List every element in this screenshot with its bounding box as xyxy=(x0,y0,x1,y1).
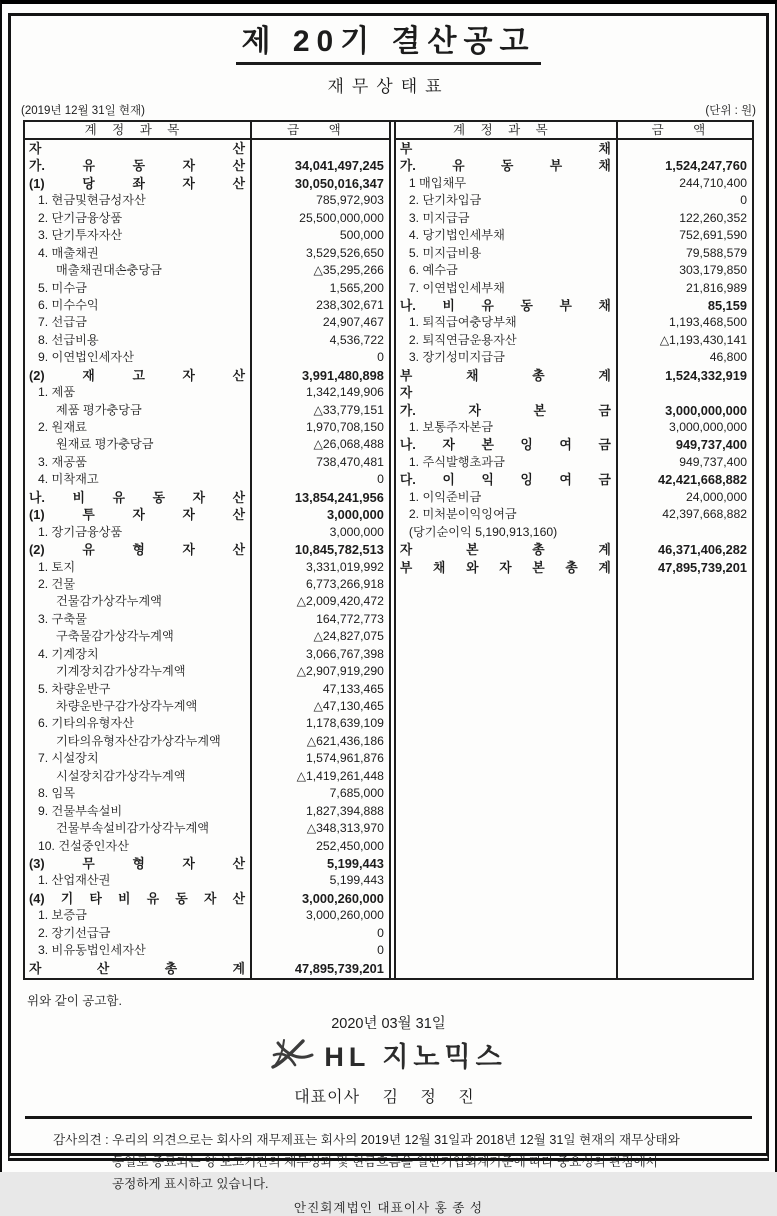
account-cell: 1. 제품 xyxy=(25,384,252,401)
account-cell: 건물감가상각누계액 xyxy=(25,593,252,610)
account-cell: 7. 시설장치 xyxy=(25,750,252,767)
table-row xyxy=(396,349,752,366)
amount-cell: 752,691,590 xyxy=(679,228,747,243)
assets-column xyxy=(25,122,391,978)
account-cell: 자 xyxy=(396,384,618,401)
table-row xyxy=(25,576,389,593)
account-cell: 6. 미수수익 xyxy=(25,297,252,314)
table-row xyxy=(396,367,752,384)
amount-cell: 3,000,000,000 xyxy=(665,402,747,418)
table-row xyxy=(396,471,752,488)
table-row xyxy=(396,506,752,523)
account-cell: 5. 미수금 xyxy=(25,280,252,297)
amount-cell: △348,313,970 xyxy=(306,821,384,836)
amount-cell: 13,854,241,956 xyxy=(294,489,384,505)
table-row xyxy=(25,245,389,262)
amount-cell: △621,436,186 xyxy=(306,733,384,748)
table-row xyxy=(396,157,752,174)
account-cell: 2. 미처분이익잉여금 xyxy=(396,506,618,523)
table-row xyxy=(25,750,389,767)
amount-cell: 3,000,000,000 xyxy=(669,420,747,434)
table-row xyxy=(396,210,752,227)
account-cell: 4. 미착재고 xyxy=(25,471,252,488)
table-row xyxy=(25,175,389,192)
account-cell: (3) 무 형 자 산 xyxy=(25,855,252,872)
table-row xyxy=(25,506,389,523)
table-row xyxy=(25,454,389,471)
auditor-signature: 안진회계법인 대표이사 홍 종 성 xyxy=(293,1200,484,1215)
table-row xyxy=(25,436,389,453)
amount-cell: 1,524,332,919 xyxy=(665,367,747,383)
account-cell: 1. 퇴직급여충당부채 xyxy=(396,314,618,331)
amount-cell: 25,500,000,000 xyxy=(299,210,384,225)
account-cell: 부 채 xyxy=(396,140,618,157)
amount-cell: 5,199,443 xyxy=(329,873,384,888)
account-cell: 가. 자 본 금 xyxy=(396,402,618,419)
audit-opinion xyxy=(53,1130,746,1196)
table-row xyxy=(25,646,389,663)
account-cell: 가. 유 동 부 채 xyxy=(396,157,618,174)
account-cell: 7. 이연법인세부채 xyxy=(396,280,618,297)
table-row xyxy=(25,524,389,541)
table-row xyxy=(396,454,752,471)
account-cell: 1. 토지 xyxy=(25,559,252,576)
amount-cell: 785,972,903 xyxy=(316,193,384,208)
table-row xyxy=(396,245,752,262)
table-row xyxy=(25,785,389,802)
amount-cell: 24,907,467 xyxy=(322,315,384,330)
amount-cell: 0 xyxy=(377,472,384,487)
amount-cell: 3,000,260,000 xyxy=(302,890,384,906)
page-title: 제 20기 결산공고 xyxy=(236,25,542,65)
amount-cell: 3,066,767,398 xyxy=(305,646,384,661)
amount-cell: 244,710,400 xyxy=(679,175,747,190)
as-of-date: (2019년 12월 31일 현재) xyxy=(21,105,145,117)
account-cell: 구축물감가상각누계액 xyxy=(25,628,252,645)
account-header: 계 정 과 목 xyxy=(396,122,618,138)
amount-cell: 21,816,989 xyxy=(686,280,747,295)
amount-cell: 47,133,465 xyxy=(322,681,384,696)
table-row xyxy=(396,559,752,576)
ceo-line xyxy=(11,1084,766,1107)
amount-cell xyxy=(618,524,752,541)
amount-cell: 3,000,260,000 xyxy=(305,908,384,923)
table-row xyxy=(396,262,752,279)
account-cell: 자 산 총 계 xyxy=(25,960,252,977)
account-cell: 4. 매출채권 xyxy=(25,245,252,262)
account-cell: 1. 산업재산권 xyxy=(25,872,252,889)
account-cell: 자 산 xyxy=(25,140,252,157)
amount-cell xyxy=(618,384,752,401)
table-row xyxy=(25,628,389,645)
table-row xyxy=(25,942,389,959)
account-cell: 3. 미지급금 xyxy=(396,210,618,227)
table-row xyxy=(25,140,389,157)
table-row xyxy=(25,803,389,820)
account-cell: (2) 유 형 자 산 xyxy=(25,541,252,558)
account-cell: (1) 투 자 자 산 xyxy=(25,506,252,523)
amount-cell: △2,907,919,290 xyxy=(296,664,384,679)
account-cell: 제품 평가충당금 xyxy=(25,402,252,419)
account-cell: 10. 건설중인자산 xyxy=(25,838,252,855)
liabilities-header-row xyxy=(396,122,752,140)
account-cell: 5. 미지급비용 xyxy=(396,245,618,262)
table-row xyxy=(25,541,389,558)
account-cell: (1) 당 좌 자 산 xyxy=(25,175,252,192)
amount-cell: △35,295,266 xyxy=(313,263,384,278)
account-cell: 2. 원재료 xyxy=(25,419,252,436)
amount-cell: 3,000,000 xyxy=(329,524,384,539)
account-cell: 5. 차량운반구 xyxy=(25,681,252,698)
amount-cell: 0 xyxy=(377,943,384,958)
account-cell: 2. 건물 xyxy=(25,576,252,593)
amount-cell: 1,565,200 xyxy=(329,280,384,295)
table-row xyxy=(396,280,752,297)
account-cell: 4. 당기법인세부채 xyxy=(396,227,618,244)
account-cell: 3. 장기성미지급금 xyxy=(396,349,618,366)
account-cell: 3. 재공품 xyxy=(25,454,252,471)
amount-cell: 1,193,468,500 xyxy=(669,315,747,330)
account-cell: 1. 현금및현금성자산 xyxy=(25,192,252,209)
account-cell: 2. 퇴직연금운용자산 xyxy=(396,332,618,349)
audit-line: 감사의견 : 우리의 의견으로는 회사의 재무제표는 회사의 2019년 12월 31일과 2018년 12월 31일 현재의 재무상태와 xyxy=(53,1133,680,1147)
table-row xyxy=(25,907,389,924)
account-cell: 8. 임목 xyxy=(25,785,252,802)
table-row xyxy=(396,436,752,453)
amount-cell: △2,009,420,472 xyxy=(296,594,384,609)
amount-cell xyxy=(252,140,389,157)
amount-cell: 3,331,019,992 xyxy=(305,559,384,574)
amount-cell: 1,524,247,760 xyxy=(665,158,747,174)
table-row xyxy=(396,297,752,314)
table-row xyxy=(25,838,389,855)
table-row xyxy=(25,402,389,419)
amount-cell: 0 xyxy=(377,350,384,365)
amount-cell: 30,050,016,347 xyxy=(294,175,384,191)
account-cell: 나. 자 본 잉 여 금 xyxy=(396,436,618,453)
account-cell: 기타의유형자산감가상각누계액 xyxy=(25,733,252,750)
amount-cell: 0 xyxy=(377,925,384,940)
table-row xyxy=(25,890,389,907)
account-cell: 원재료 평가충당금 xyxy=(25,436,252,453)
amount-cell: 85,159 xyxy=(707,297,747,313)
amount-cell: 6,773,266,918 xyxy=(305,576,384,591)
audit-line: 공정하게 표시하고 있습니다. xyxy=(112,1176,269,1191)
table-row xyxy=(25,471,389,488)
amount-cell: △26,068,488 xyxy=(313,437,384,452)
announcement-note: 위와 같이 공고함. xyxy=(27,994,122,1008)
amount-cell: 122,260,352 xyxy=(679,210,747,225)
account-cell: 6. 예수금 xyxy=(396,262,618,279)
amount-cell: 1,574,961,876 xyxy=(305,751,384,766)
amount-cell: 1,827,394,888 xyxy=(305,803,384,818)
amount-cell: 303,179,850 xyxy=(679,263,747,278)
account-cell: (2) 재 고 자 산 xyxy=(25,367,252,384)
table-row xyxy=(396,175,752,192)
amount-cell: △47,130,465 xyxy=(313,699,384,713)
table-row xyxy=(25,332,389,349)
table-row xyxy=(396,489,752,506)
account-cell: 시설장치감가상각누계액 xyxy=(25,768,252,785)
amount-cell: 42,397,668,882 xyxy=(662,507,747,522)
account-cell: 기계장치감가상각누계액 xyxy=(25,663,252,680)
ceo-title-label: 대표이사 xyxy=(294,1089,361,1106)
liabilities-equity-column xyxy=(394,122,752,978)
amount-cell: 34,041,497,245 xyxy=(294,158,384,174)
account-cell: 나. 비 유 동 자 산 xyxy=(25,489,252,506)
table-row xyxy=(396,384,752,401)
amount-header: 금 액 xyxy=(651,123,719,137)
table-row xyxy=(25,698,389,715)
table-row xyxy=(25,314,389,331)
account-cell: 가. 유 동 자 산 xyxy=(25,157,252,174)
table-row xyxy=(396,541,752,558)
amount-cell: 10,845,782,513 xyxy=(294,542,384,558)
account-cell: 건물부속설비감가상각누계액 xyxy=(25,820,252,837)
table-row xyxy=(25,367,389,384)
amount-cell: 47,895,739,201 xyxy=(658,559,747,575)
column-filler xyxy=(396,576,752,978)
account-cell: 부 채 와 자 본 총 계 xyxy=(396,559,618,576)
table-row xyxy=(25,192,389,209)
amount-cell: 500,000 xyxy=(339,228,384,243)
amount-cell: 47,895,739,201 xyxy=(294,960,384,976)
account-cell: 7. 선급금 xyxy=(25,314,252,331)
announcement-date: 2020년 03월 31일 xyxy=(331,1016,446,1032)
account-cell: 나. 비 유 동 부 채 xyxy=(396,297,618,314)
account-cell: 차량운반구감가상각누계액 xyxy=(25,698,252,715)
amount-cell: △24,827,075 xyxy=(313,629,384,644)
amount-cell: 738,470,481 xyxy=(316,454,384,469)
amount-cell: 238,302,671 xyxy=(316,297,384,312)
table-row xyxy=(396,332,752,349)
table-row xyxy=(25,297,389,314)
amount-cell: 5,199,443 xyxy=(326,855,384,871)
amount-cell: 79,588,579 xyxy=(686,245,747,260)
table-row xyxy=(25,280,389,297)
table-row xyxy=(25,210,389,227)
amount-cell: 1,970,708,150 xyxy=(305,420,384,434)
account-cell: 6. 기타의유형자산 xyxy=(25,715,252,732)
table-row xyxy=(25,960,389,977)
amount-cell: 0 xyxy=(740,193,747,208)
table-row xyxy=(396,140,752,157)
account-cell: 2. 단기금융상품 xyxy=(25,210,252,227)
company-logo-icon xyxy=(270,1038,314,1072)
table-row xyxy=(25,820,389,837)
audit-line: 동일로 종료되는 양 보고기간의 재무성과 및 현금흐름을 일반기업회계기준에 따라 중요성의 관점에서 xyxy=(112,1154,658,1169)
amount-cell: 4,536,722 xyxy=(329,332,384,347)
table-row xyxy=(25,768,389,785)
column-filler xyxy=(25,977,389,978)
account-cell: 4. 기계장치 xyxy=(25,646,252,663)
amount-cell: △33,779,151 xyxy=(313,402,384,417)
table-row xyxy=(396,314,752,331)
table-row xyxy=(25,419,389,436)
table-row xyxy=(25,559,389,576)
account-cell: 9. 이연법인세자산 xyxy=(25,349,252,366)
table-row xyxy=(396,524,752,541)
table-row xyxy=(25,262,389,279)
company-logo xyxy=(11,1035,766,1074)
amount-cell xyxy=(618,140,752,157)
assets-header-row xyxy=(25,122,389,140)
account-cell: 1. 장기금융상품 xyxy=(25,524,252,541)
table-row xyxy=(25,611,389,628)
account-cell: 9. 건물부속설비 xyxy=(25,803,252,820)
account-cell: 1. 이익준비금 xyxy=(396,489,618,506)
account-cell: 3. 비유동법인세자산 xyxy=(25,942,252,959)
amount-cell: 3,000,000 xyxy=(326,507,384,523)
account-cell: 1. 보증금 xyxy=(25,907,252,924)
footer-divider xyxy=(25,1116,752,1119)
amount-cell: 1,342,149,906 xyxy=(305,385,384,400)
balance-sheet-table xyxy=(23,120,754,980)
table-row xyxy=(25,925,389,942)
table-row xyxy=(25,681,389,698)
table-row xyxy=(396,402,752,419)
amount-cell: 1,178,639,109 xyxy=(305,716,384,731)
amount-cell: 3,991,480,898 xyxy=(302,367,384,383)
table-row xyxy=(25,855,389,872)
amount-cell: 252,450,000 xyxy=(316,838,384,853)
account-cell: 2. 장기선급금 xyxy=(25,925,252,942)
table-row xyxy=(25,227,389,244)
amount-cell: △1,193,430,141 xyxy=(659,332,747,347)
account-cell: 매출채권대손충당금 xyxy=(25,262,252,279)
table-row xyxy=(25,384,389,401)
account-cell: 부 채 총 계 xyxy=(396,367,618,384)
table-row xyxy=(25,872,389,889)
table-row xyxy=(396,192,752,209)
amount-cell: 3,529,526,650 xyxy=(305,245,384,260)
ceo-name: 김 정 진 xyxy=(382,1089,483,1106)
table-row xyxy=(396,227,752,244)
company-name: HL 지노믹스 xyxy=(324,1042,507,1072)
table-row xyxy=(25,157,389,174)
account-cell: 자 본 총 계 xyxy=(396,541,618,558)
account-cell: 3. 구축물 xyxy=(25,611,252,628)
account-cell: 다. 이 익 잉 여 금 xyxy=(396,471,618,488)
account-cell: 1 매입채무 xyxy=(396,175,618,192)
account-cell: 2. 단기차입금 xyxy=(396,192,618,209)
account-header: 계 정 과 목 xyxy=(25,122,252,138)
statement-subtitle: 재무상태표 xyxy=(327,77,450,96)
table-row xyxy=(25,715,389,732)
amount-cell: 46,371,406,282 xyxy=(658,542,747,558)
account-cell: 3. 단기투자자산 xyxy=(25,227,252,244)
account-cell: 1. 보통주자본금 xyxy=(396,419,618,436)
account-cell: 8. 선급비용 xyxy=(25,332,252,349)
liabilities-equity-rows xyxy=(396,140,752,978)
assets-rows xyxy=(25,140,389,978)
amount-cell: 949,737,400 xyxy=(675,437,747,453)
amount-cell: 42,421,668,882 xyxy=(658,472,747,488)
account-cell: 1. 주식발행초과금 xyxy=(396,454,618,471)
account-cell: (당기순이익 5,190,913,160) xyxy=(396,524,618,541)
table-row xyxy=(25,593,389,610)
amount-cell: 949,737,400 xyxy=(679,454,747,469)
amount-cell: 46,800 xyxy=(709,350,747,365)
amount-cell: 164,772,773 xyxy=(316,611,384,626)
table-row xyxy=(25,489,389,506)
unit-label: (단위 : 원) xyxy=(705,105,756,117)
amount-header: 금 액 xyxy=(287,123,354,137)
table-row xyxy=(25,663,389,680)
account-cell: (4) 기 타 비 유 동 자 산 xyxy=(25,890,252,907)
table-row xyxy=(396,419,752,436)
amount-cell: 24,000,000 xyxy=(686,489,747,504)
table-row xyxy=(25,349,389,366)
amount-cell: △1,419,261,448 xyxy=(296,768,384,783)
page-frame xyxy=(8,13,769,1215)
amount-cell: 7,685,000 xyxy=(329,786,384,801)
table-row xyxy=(25,733,389,750)
